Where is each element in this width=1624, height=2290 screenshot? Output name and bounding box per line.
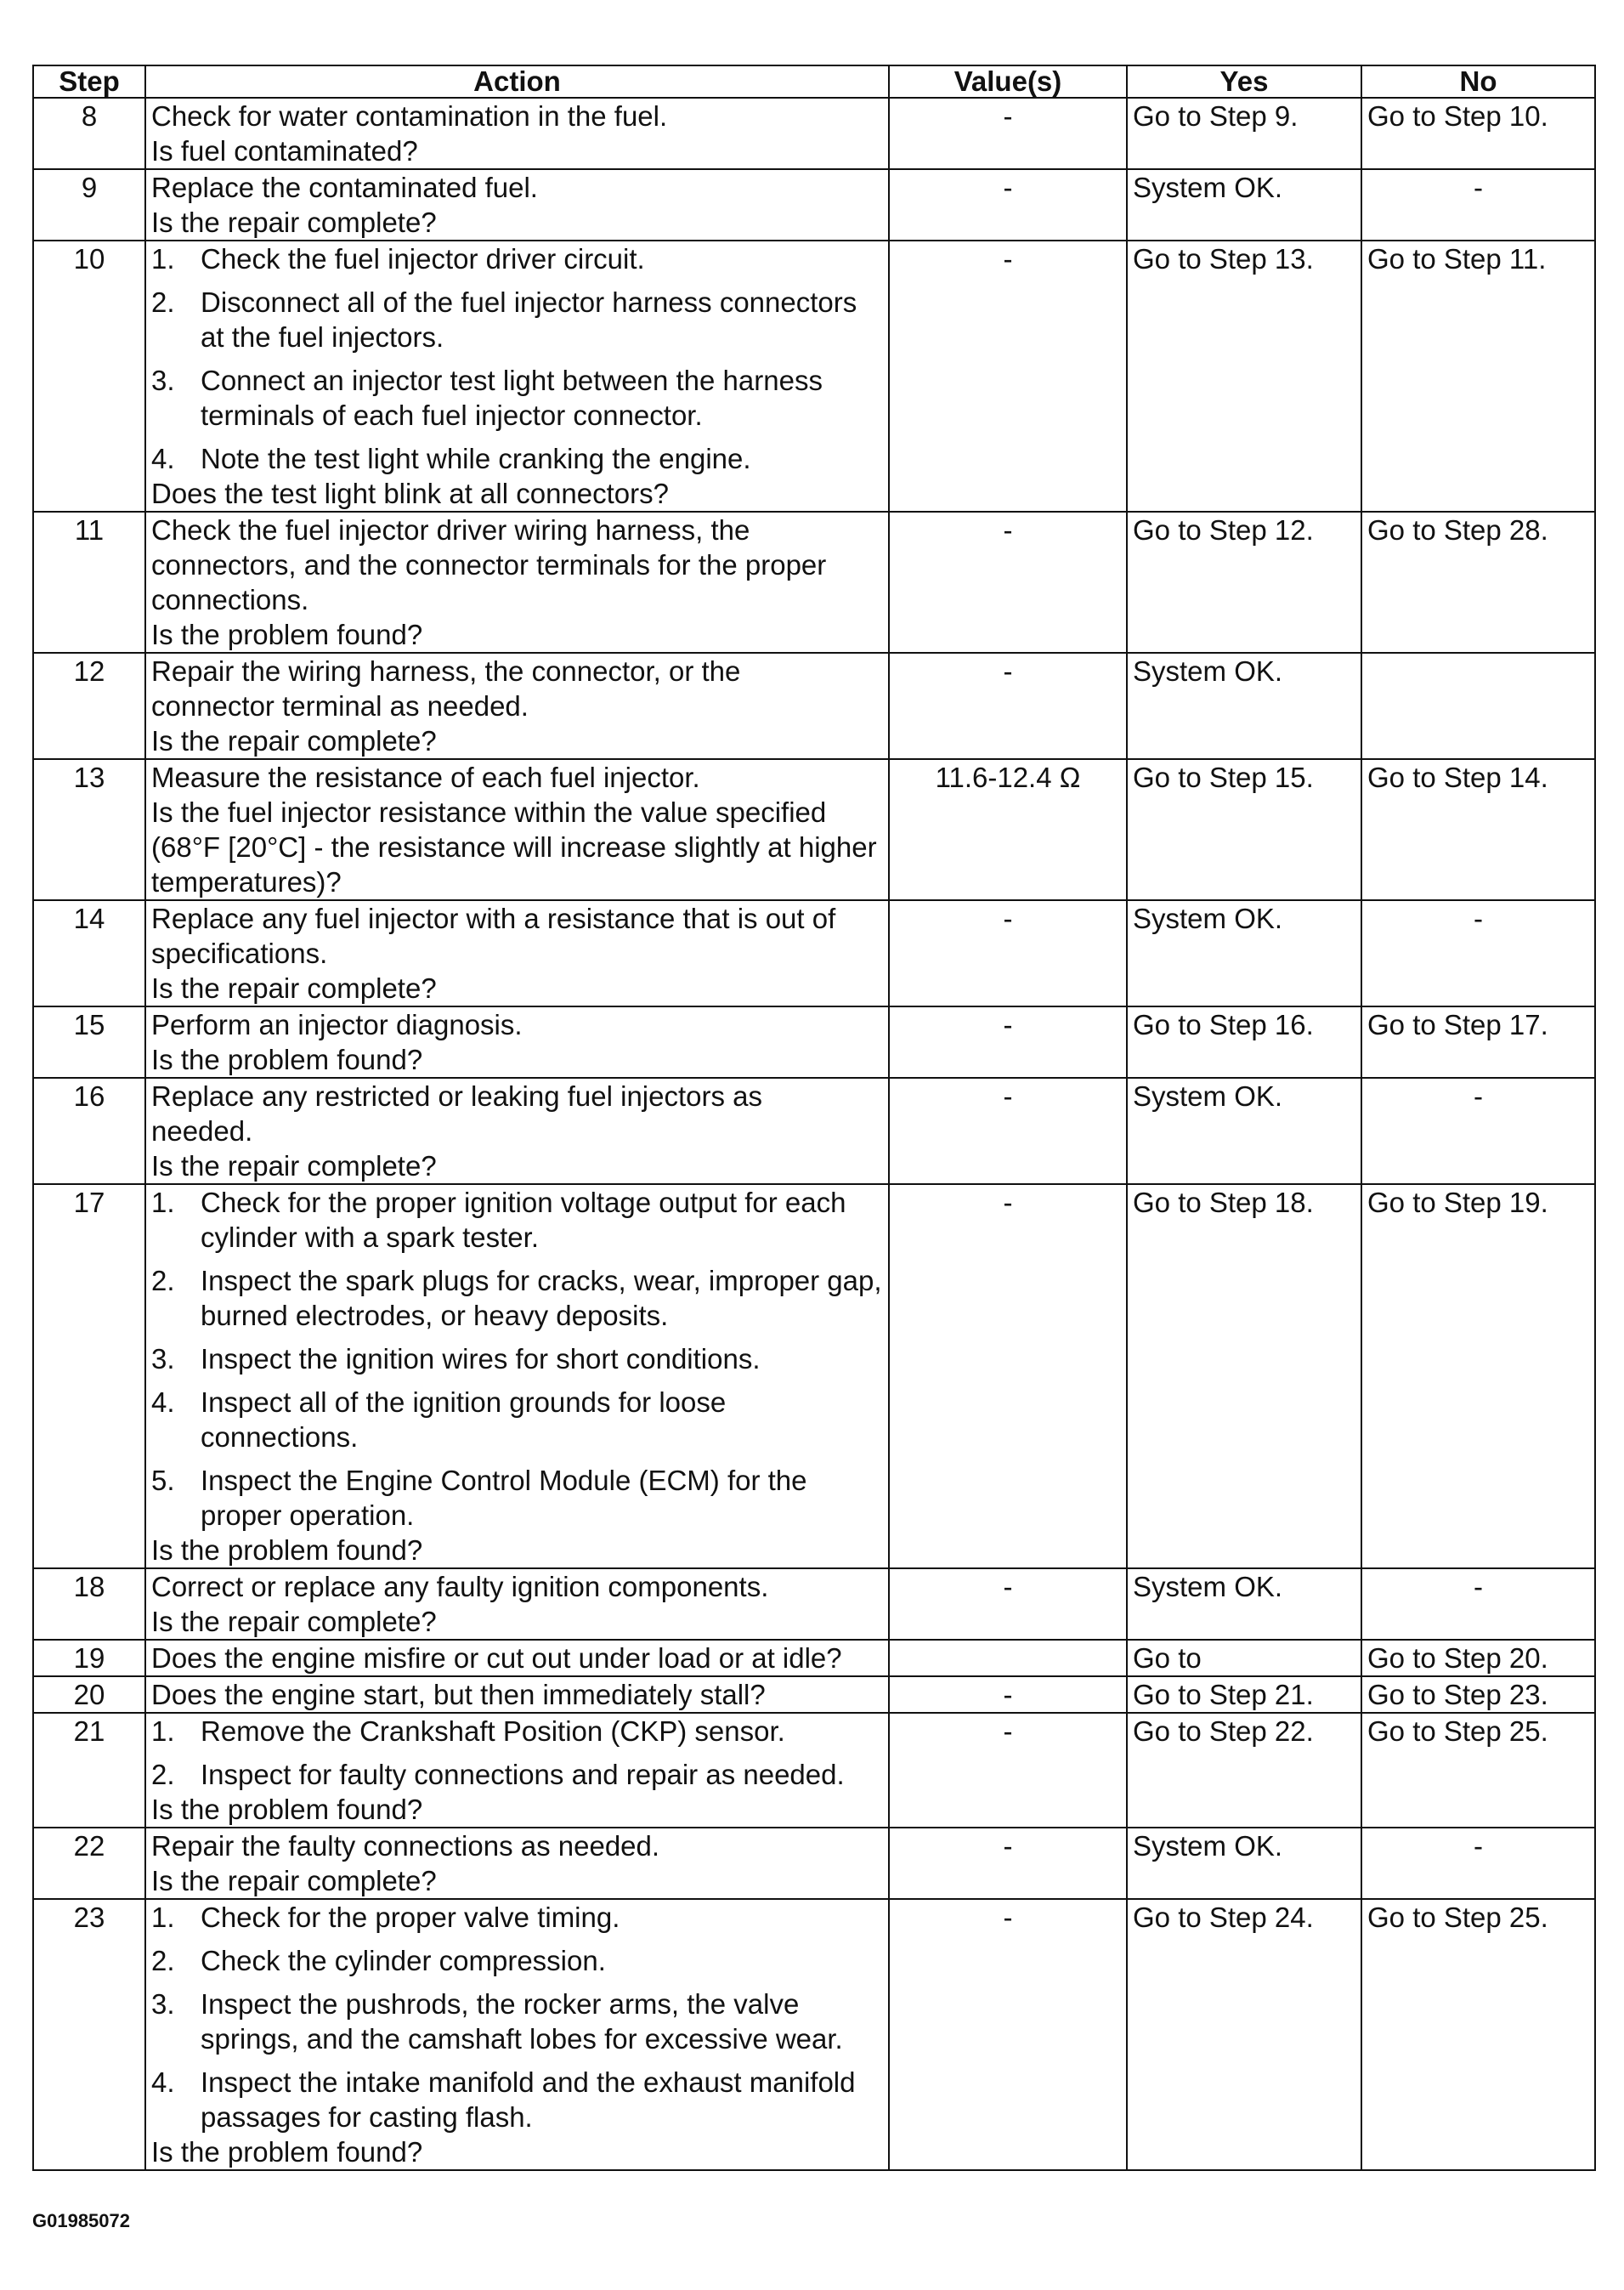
substep-number: 5. [151,1465,175,1496]
substep-number: 3. [151,1343,175,1375]
table-row [33,1828,1595,1899]
value-cell: - [889,1899,1127,2170]
yes-cell: System OK. [1127,1828,1361,1899]
yes-cell: System OK. [1127,900,1361,1006]
action-text: Check the fuel injector driver wiring harness, the [151,514,750,546]
action-substep [151,1341,883,1376]
table-row [33,1713,1595,1828]
action-cell [145,1006,889,1078]
table-row [33,1568,1595,1640]
action-question: Is fuel contaminated? [151,135,418,167]
action-text: Correct or replace any faulty ignition components. [151,1571,769,1602]
step-number-cell: 13 [33,759,145,900]
substep-text: Inspect for faulty connections and repair as needed. [201,1759,845,1790]
action-text: needed. [151,1115,253,1147]
action-cell [145,1899,889,2170]
action-cell [145,1640,889,1676]
value-cell: - [889,1676,1127,1713]
table-body [33,98,1595,2170]
action-question: Is the problem found? [151,2136,423,2168]
no-cell: Go to Step 10. [1361,98,1595,169]
action-substep [151,1714,883,1749]
action-substep [151,1987,883,2056]
substep-number: 4. [151,1386,175,1418]
action-question: Does the test light blink at all connectors? [151,478,670,509]
yes-cell: Go to Step 18. [1127,1184,1361,1568]
action-substep [151,285,883,354]
substep-number: 4. [151,2066,175,2098]
substep-text: Connect an injector test light between the harness terminals of each fuel injector connector. [201,365,823,431]
step-number-cell: 23 [33,1899,145,2170]
step-number-cell: 12 [33,653,145,759]
value-cell: - [889,98,1127,169]
action-cell [145,1568,889,1640]
step-number-cell: 22 [33,1828,145,1899]
no-cell: - [1361,1568,1595,1640]
no-cell: Go to Step 14. [1361,759,1595,900]
yes-cell: Go to Step 21. [1127,1676,1361,1713]
action-question: Does the engine misfire or cut out under load or at idle? [151,1642,842,1674]
step-number-cell: 10 [33,241,145,512]
action-text: Check for water contamination in the fuel. [151,100,668,132]
substep-number: 2. [151,1265,175,1296]
value-cell: - [889,512,1127,653]
action-text: connector terminal as needed. [151,690,529,722]
header-step: Step [33,65,145,98]
value-cell: - [889,653,1127,759]
substep-text: Remove the Crankshaft Position (CKP) sensor. [201,1715,785,1747]
substep-number: 1. [151,1187,175,1218]
action-text: Replace the contaminated fuel. [151,172,538,203]
table-row [33,1676,1595,1713]
header-values: Value(s) [889,65,1127,98]
action-cell [145,169,889,241]
yes-cell: Go to Step 9. [1127,98,1361,169]
yes-cell: Go to Step 13. [1127,241,1361,512]
no-cell: Go to Step 17. [1361,1006,1595,1078]
step-number-cell: 11 [33,512,145,653]
substep-number: 2. [151,1759,175,1790]
yes-cell: Go to Step 16. [1127,1006,1361,1078]
substep-text: Check the cylinder compression. [201,1945,606,1976]
action-substep [151,1900,883,1935]
action-substep [151,1185,883,1255]
no-cell: Go to Step 25. [1361,1713,1595,1828]
table-row [33,169,1595,241]
action-question: Is the problem found? [151,1534,423,1566]
action-text: Measure the resistance of each fuel injector. [151,762,700,793]
substep-number: 3. [151,1988,175,2020]
action-cell [145,900,889,1006]
action-question: Is the repair complete? [151,725,437,757]
substep-number: 4. [151,443,175,474]
table-row [33,1078,1595,1184]
step-number-cell: 19 [33,1640,145,1676]
substep-number: 1. [151,1715,175,1747]
substep-number: 2. [151,286,175,318]
diagnostic-table [32,65,1596,2171]
header-row [33,65,1595,98]
action-cell [145,241,889,512]
action-text: Repair the wiring harness, the connector, or the [151,655,741,687]
action-substep [151,1263,883,1333]
substep-text: Check for the proper ignition voltage output for each cylinder with a spark tester. [201,1187,846,1253]
table-row [33,1006,1595,1078]
action-substep [151,241,883,276]
action-cell [145,1828,889,1899]
substep-text: Check the fuel injector driver circuit. [201,243,645,275]
yes-cell: Go to Step 24. [1127,1899,1361,2170]
step-number-cell: 8 [33,98,145,169]
value-cell: - [889,169,1127,241]
table-row [33,241,1595,512]
no-cell: - [1361,1078,1595,1184]
action-question: Does the engine start, but then immediately stall? [151,1679,766,1710]
no-cell: Go to Step 19. [1361,1184,1595,1568]
action-text: connections. [151,584,309,615]
value-cell: - [889,1184,1127,1568]
value-cell: - [889,900,1127,1006]
table-row [33,900,1595,1006]
step-number-cell: 16 [33,1078,145,1184]
action-text: specifications. [151,938,328,969]
step-number-cell: 9 [33,169,145,241]
action-question: Is the problem found? [151,1044,423,1075]
value-cell: - [889,1568,1127,1640]
value-cell: - [889,1713,1127,1828]
header-yes: Yes [1127,65,1361,98]
value-cell: - [889,1828,1127,1899]
substep-text: Note the test light while cranking the engine. [201,443,751,474]
action-substep [151,2065,883,2134]
value-cell: - [889,1006,1127,1078]
action-question: Is the repair complete? [151,1150,437,1182]
action-question: Is the repair complete? [151,1606,437,1637]
action-cell [145,759,889,900]
yes-cell: System OK. [1127,1078,1361,1184]
table-row [33,98,1595,169]
action-cell [145,1676,889,1713]
substep-text: Inspect all of the ignition grounds for loose connections. [201,1386,727,1453]
value-cell: - [889,1078,1127,1184]
yes-cell: Go to Step 15. [1127,759,1361,900]
value-cell [889,1640,1127,1676]
yes-cell: Go to [1127,1640,1361,1676]
no-cell: - [1361,900,1595,1006]
substep-text: Inspect the Engine Control Module (ECM) for the proper operation. [201,1465,807,1531]
step-number-cell: 18 [33,1568,145,1640]
step-number-cell: 14 [33,900,145,1006]
action-substep [151,1385,883,1454]
yes-cell: Go to Step 22. [1127,1713,1361,1828]
step-number-cell: 17 [33,1184,145,1568]
figure-code: G01985072 [32,2210,130,2231]
step-number-cell: 20 [33,1676,145,1713]
yes-cell: System OK. [1127,653,1361,759]
table-row [33,1184,1595,1568]
action-cell [145,1078,889,1184]
no-cell: Go to Step 23. [1361,1676,1595,1713]
action-substep [151,441,883,476]
substep-text: Disconnect all of the fuel injector harness connectors at the fuel injectors. [201,286,857,353]
header-action: Action [145,65,889,98]
no-cell: - [1361,169,1595,241]
action-cell [145,653,889,759]
yes-cell: System OK. [1127,169,1361,241]
table-row [33,1640,1595,1676]
no-cell: Go to Step 11. [1361,241,1595,512]
substep-number: 3. [151,365,175,396]
value-cell: 11.6-12.4 Ω [889,759,1127,900]
step-number-cell: 21 [33,1713,145,1828]
action-cell [145,1184,889,1568]
no-cell: - [1361,1828,1595,1899]
substep-text: Inspect the spark plugs for cracks, wear, improper gap, burned electrodes, or heavy deposits. [201,1265,882,1331]
no-cell: Go to Step 28. [1361,512,1595,653]
yes-cell: System OK. [1127,1568,1361,1640]
action-question: Is the repair complete? [151,207,437,238]
substep-text: Check for the proper valve timing. [201,1902,620,1933]
substep-text: Inspect the ignition wires for short conditions. [201,1343,761,1375]
action-text: Replace any fuel injector with a resistance that is out of [151,903,836,934]
no-cell [1361,653,1595,759]
action-text: Perform an injector diagnosis. [151,1009,523,1040]
no-cell: Go to Step 20. [1361,1640,1595,1676]
substep-number: 2. [151,1945,175,1976]
table-row [33,759,1595,900]
action-substep [151,1943,883,1978]
action-text: Repair the faulty connections as needed. [151,1830,660,1862]
substep-text: Inspect the pushrods, the rocker arms, the valve springs, and the camshaft lobes for excessive wear. [201,1988,843,2055]
table-row [33,1899,1595,2170]
action-substep [151,1463,883,1533]
substep-text: Inspect the intake manifold and the exhaust manifold passages for casting flash. [201,2066,856,2133]
action-text: Replace any restricted or leaking fuel injectors as [151,1080,763,1112]
step-number-cell: 15 [33,1006,145,1078]
action-cell [145,1713,889,1828]
action-substep [151,363,883,433]
action-question: Is the repair complete? [151,972,437,1004]
table-row [33,653,1595,759]
action-question: Is the problem found? [151,1794,423,1825]
substep-number: 1. [151,243,175,275]
value-cell: - [889,241,1127,512]
action-text: connectors, and the connector terminals for the proper [151,549,827,581]
no-cell: Go to Step 25. [1361,1899,1595,2170]
substep-number: 1. [151,1902,175,1933]
action-question: Is the problem found? [151,619,423,650]
yes-cell: Go to Step 12. [1127,512,1361,653]
action-question: Is the repair complete? [151,1865,437,1896]
action-cell [145,98,889,169]
header-no: No [1361,65,1595,98]
action-substep [151,1757,883,1792]
table-row [33,512,1595,653]
action-question: Is the fuel injector resistance within the value specified (68°F [20°C] - the resistance will increase slightly at higher temperatures)? [151,796,877,898]
action-cell [145,512,889,653]
